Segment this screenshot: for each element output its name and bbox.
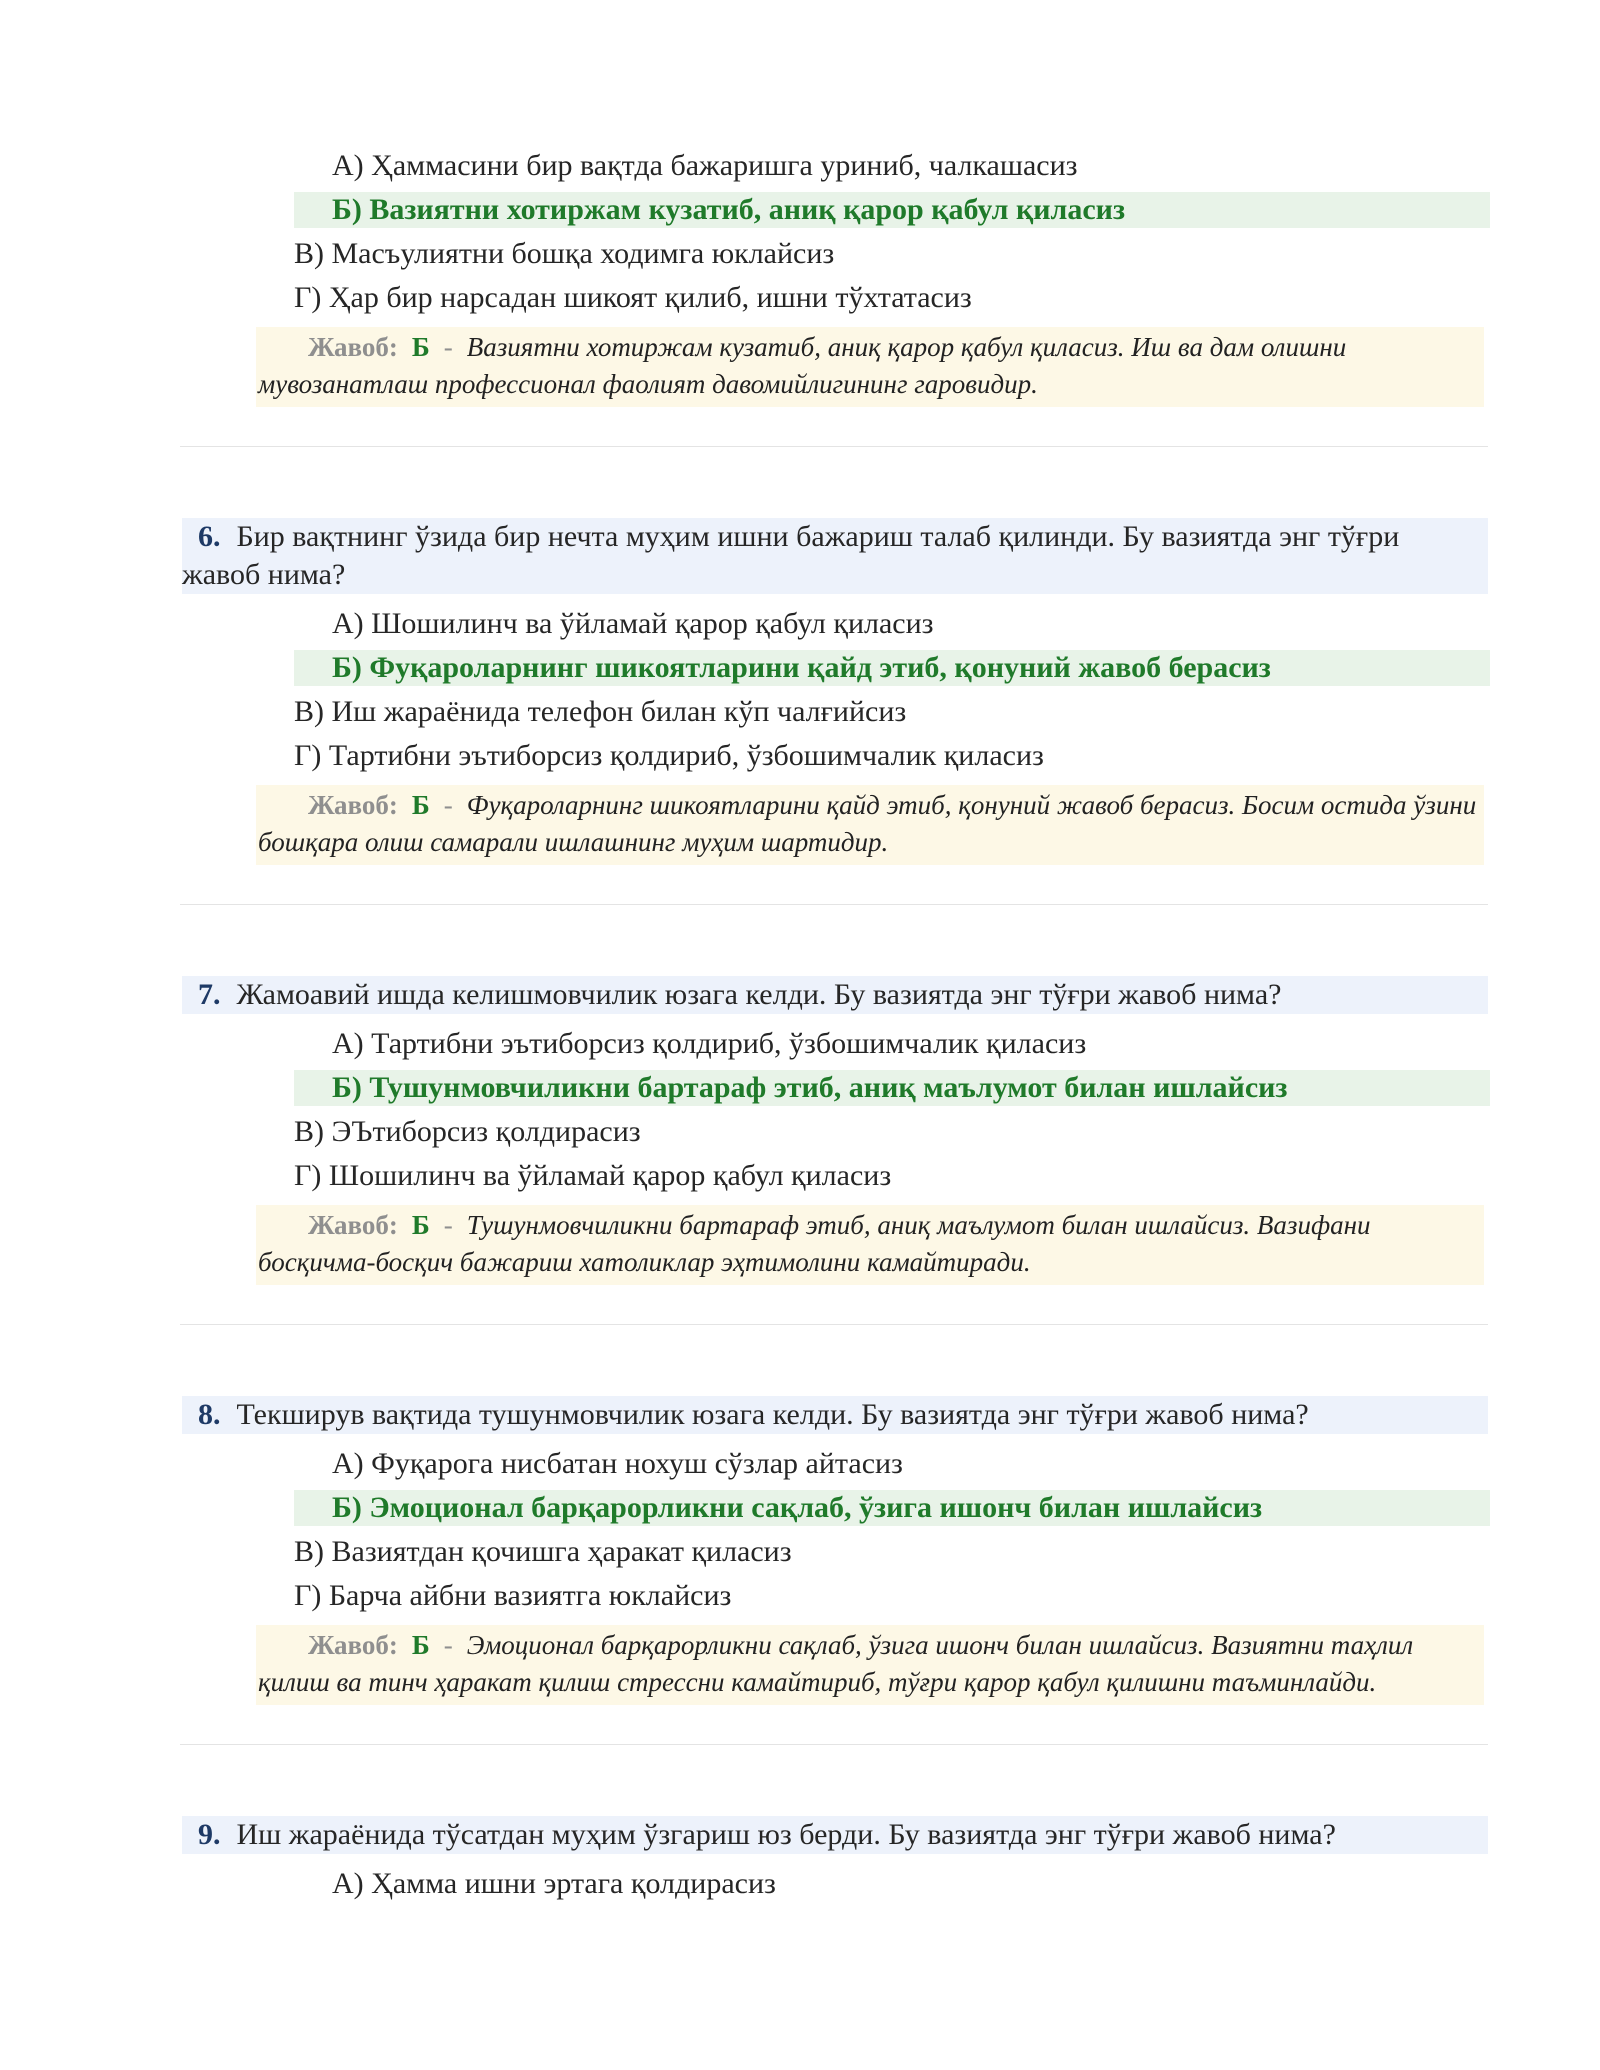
correct-option: Б) Эмоционал барқарорликни сақлаб, ўзига ишонч билан ишлайсиз [294,1490,1490,1526]
answer-box [256,1205,1484,1285]
answer-letter: Б [411,1630,430,1660]
answer-dash: - [443,1210,453,1240]
question-text: Текширув вақтида тушунмовчилик юзага келди. Бу вазиятда энг тўғри жавоб нима? [236,1398,1309,1431]
answer-box [256,1625,1484,1705]
answer-text: Вазиятни хотиржам кузатиб, аниқ қарор қабул қиласиз. Иш ва дам олишни мувозанатлаш профессионал фаолият давомийлигининг гаровидир. [258,332,1347,399]
answer-letter: Б [411,332,430,362]
option-d: Г) Шошилинч ва ўйламай қарор қабул қиласиз [294,1159,892,1192]
option-c: В) Иш жараёнида телефон билан кўп чалғийсиз [294,695,907,728]
option-d: Г) Тартибни эътиборсиз қолдириб, ўзбошимчалик қиласиз [294,739,1044,772]
correct-option: Б) Фуқароларнинг шикоятларини қайд этиб, қонуний жавоб берасиз [294,650,1490,686]
question-7 [182,976,1488,1014]
question-9 [182,1816,1488,1854]
question-number: 9. [198,1818,221,1851]
answer-label: Жавоб: [308,332,398,362]
answer-label: Жавоб: [308,1210,398,1240]
answer-letter: Б [411,790,430,820]
option-a: А) Шошилинч ва ўйламай қарор қабул қиласиз [332,607,934,640]
divider [180,446,1488,447]
correct-option: Б) Тушунмовчиликни бартараф этиб, аниқ маълумот билан ишлайсиз [294,1070,1490,1106]
question-8 [182,1396,1488,1434]
answer-box [256,785,1484,865]
question-text: Бир вақтнинг ўзида бир нечта муҳим ишни бажариш талаб қилинди. Бу вазиятда энг тўғри жавоб нима? [182,520,1400,591]
answer-text: Фуқароларнинг шикоятларини қайд этиб, қонуний жавоб берасиз. Босим остида ўзини бошқара олиш самарали ишлашнинг муҳим шартидир. [258,790,1477,857]
option-c: В) ЭЪтиборсиз қолдирасиз [294,1115,641,1148]
option-d: Г) Ҳар бир нарсадан шикоят қилиб, ишни тўхтатасиз [294,281,972,314]
question-number: 8. [198,1398,221,1431]
correct-option: Б) Вазиятни хотиржам кузатиб, аниқ қарор қабул қиласиз [294,192,1490,228]
option-c: В) Вазиятдан қочишга ҳаракат қиласиз [294,1535,792,1568]
answer-dash: - [443,1630,453,1660]
answer-text: Тушунмовчиликни бартараф этиб, аниқ маълумот билан ишлайсиз. Вазифани босқичма-босқич бажариш хатоликлар эҳтимолини камайтиради. [258,1210,1371,1277]
answer-label: Жавоб: [308,1630,398,1660]
answer-dash: - [443,332,453,362]
answer-dash: - [443,790,453,820]
option-c: В) Масъулиятни бошқа ходимга юклайсиз [294,237,835,270]
divider [180,1744,1488,1745]
option-a: А) Ҳамма ишни эртага қолдирасиз [332,1867,776,1900]
question-number: 6. [198,520,221,553]
question-6 [182,518,1488,594]
answer-letter: Б [411,1210,430,1240]
answer-box [256,327,1484,407]
answer-text: Эмоционал барқарорликни сақлаб, ўзига ишонч билан ишлайсиз. Вазиятни таҳлил қилиш ва тинч ҳаракат қилиш стрессни камайтириб, тўғри қарор қабул қилишни таъминлайди. [258,1630,1414,1697]
divider [180,1324,1488,1325]
question-text: Жамоавий ишда келишмовчилик юзага келди. Бу вазиятда энг тўғри жавоб нима? [236,978,1282,1011]
question-number: 7. [198,978,221,1011]
question-text: Иш жараёнида тўсатдан муҳим ўзгариш юз берди. Бу вазиятда энг тўғри жавоб нима? [236,1818,1336,1851]
answer-label: Жавоб: [308,790,398,820]
option-a: А) Ҳаммасини бир вақтда бажаришга уриниб, чалкашасиз [332,149,1078,182]
divider [180,904,1488,905]
option-a: А) Фуқарога нисбатан нохуш сўзлар айтасиз [332,1447,903,1480]
option-a: А) Тартибни эътиборсиз қолдириб, ўзбошимчалик қиласиз [332,1027,1087,1060]
option-d: Г) Барча айбни вазиятга юклайсиз [294,1579,732,1612]
